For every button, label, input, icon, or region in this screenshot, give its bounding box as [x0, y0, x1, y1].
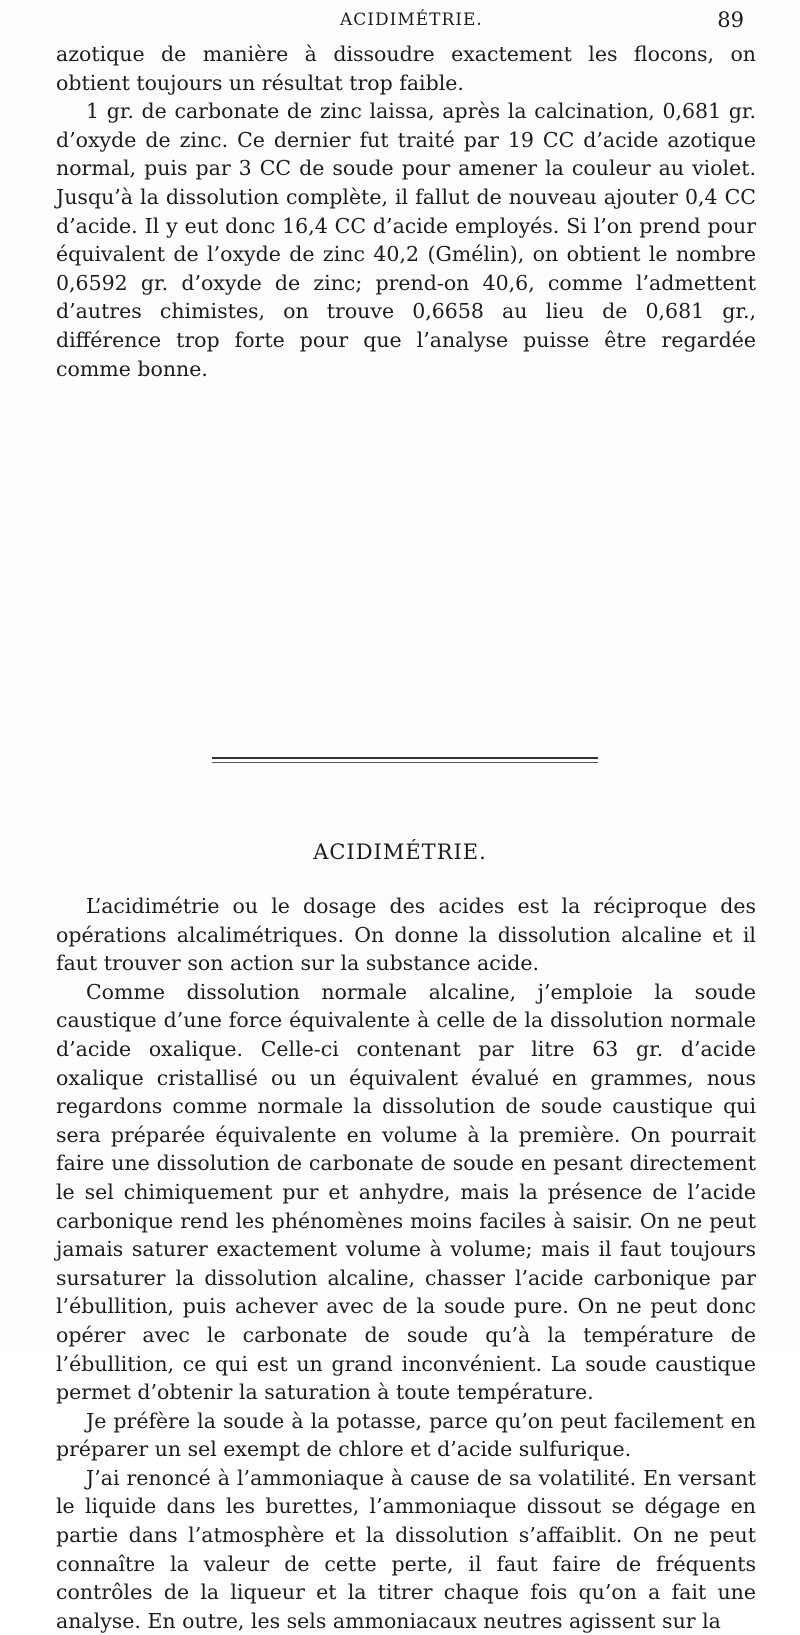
paragraph: Comme dissolution normale alcaline, j’emploie la soude caustique d’une force équivalente à celle de la dissolution normale d’acide oxalique. Celle-ci contenant par litre 63 gr. d’acide oxalique cristallisé ou un équivalent évalué en grammes, nous regardons comme normale la dissolution de soude caustique qui sera préparée équivalente en volume à la première. On pourrait faire une dissolution de carbonate de soude en pesant directement le sel chimiquement pur et anhydre, mais la présence de l’acide carbonique rend les phénomènes moins faciles à saisir. On ne peut jamais saturer exactement volume à volume; mais il faut toujours sursaturer la dissolution alcaline, chasser l’acide carbonique par l’ébullition, puis achever avec de la soude pure. On ne peut donc opérer avec le carbonate de soude qu’à la température de l’ébullition, ce qui est un grand inconvénient. La soude caustique permet d’obtenir la saturation à toute température. [56, 979, 756, 1405]
paragraph: L’acidimétrie ou le dosage des acides est la réciproque des opérations alcalimétriques. On donne la dissolution alcaline et il faut trouver son action sur la substance acide. [56, 894, 756, 976]
text-block-before-section [56, 40, 756, 383]
paragraph: J’ai renoncé à l’ammoniaque à cause de sa volatilité. En versant le liquide dans les burettes, l’ammoniaque dissout se dégage en partie dans l’atmosphère et la dissolution s’affaiblit. On ne peut connaître la valeur de cette perte, il faut faire de fréquents contrôles de la liqueur et la titrer chaque fois qu’on a fait une analyse. En outre, les sels ammoniacaux neutres agissent sur la [56, 1465, 756, 1633]
page-number: 89 [717, 8, 744, 32]
paragraph: 1 gr. de carbonate de zinc laissa, après la calcination, 0,681 gr. d’oxyde de zinc. Ce dernier fut traité par 19 CC d’acide azotique normal, puis par 3 CC de soude pour amener la couleur au violet. Jusqu’à la dissolution complète, il fallut de nouveau ajouter 0,4 CC d’acide. Il y eut donc 16,4 CC d’acide employés. Si l’on prend pour équivalent de l’oxyde de zinc 40,2 (Gmélin), on obtient le nombre 0,6592 gr. d’oxyde de zinc; prend-on 40,6, comme l’admettent d’autres chimistes, on trouve 0,6658 au lieu de 0,681 gr., différence trop forte pour que l’analyse puisse être regardée comme bonne. [56, 99, 756, 381]
text-block-section-body [56, 892, 756, 1635]
section-divider-thick [212, 757, 598, 759]
paragraph: azotique de manière à dissoudre exactement les flocons, on obtient toujours un résultat trop faible. [56, 42, 756, 95]
paragraph: Je préfère la soude à la potasse, parce qu’on peut facilement en préparer un sel exempt de chlore et d’acide sulfurique. [56, 1408, 756, 1462]
section-divider-thin [212, 762, 598, 763]
running-head [0, 6, 800, 36]
running-title: ACIDIMÉTRIE. [340, 10, 483, 30]
section-heading: ACIDIMÉTRIE. [313, 840, 487, 864]
